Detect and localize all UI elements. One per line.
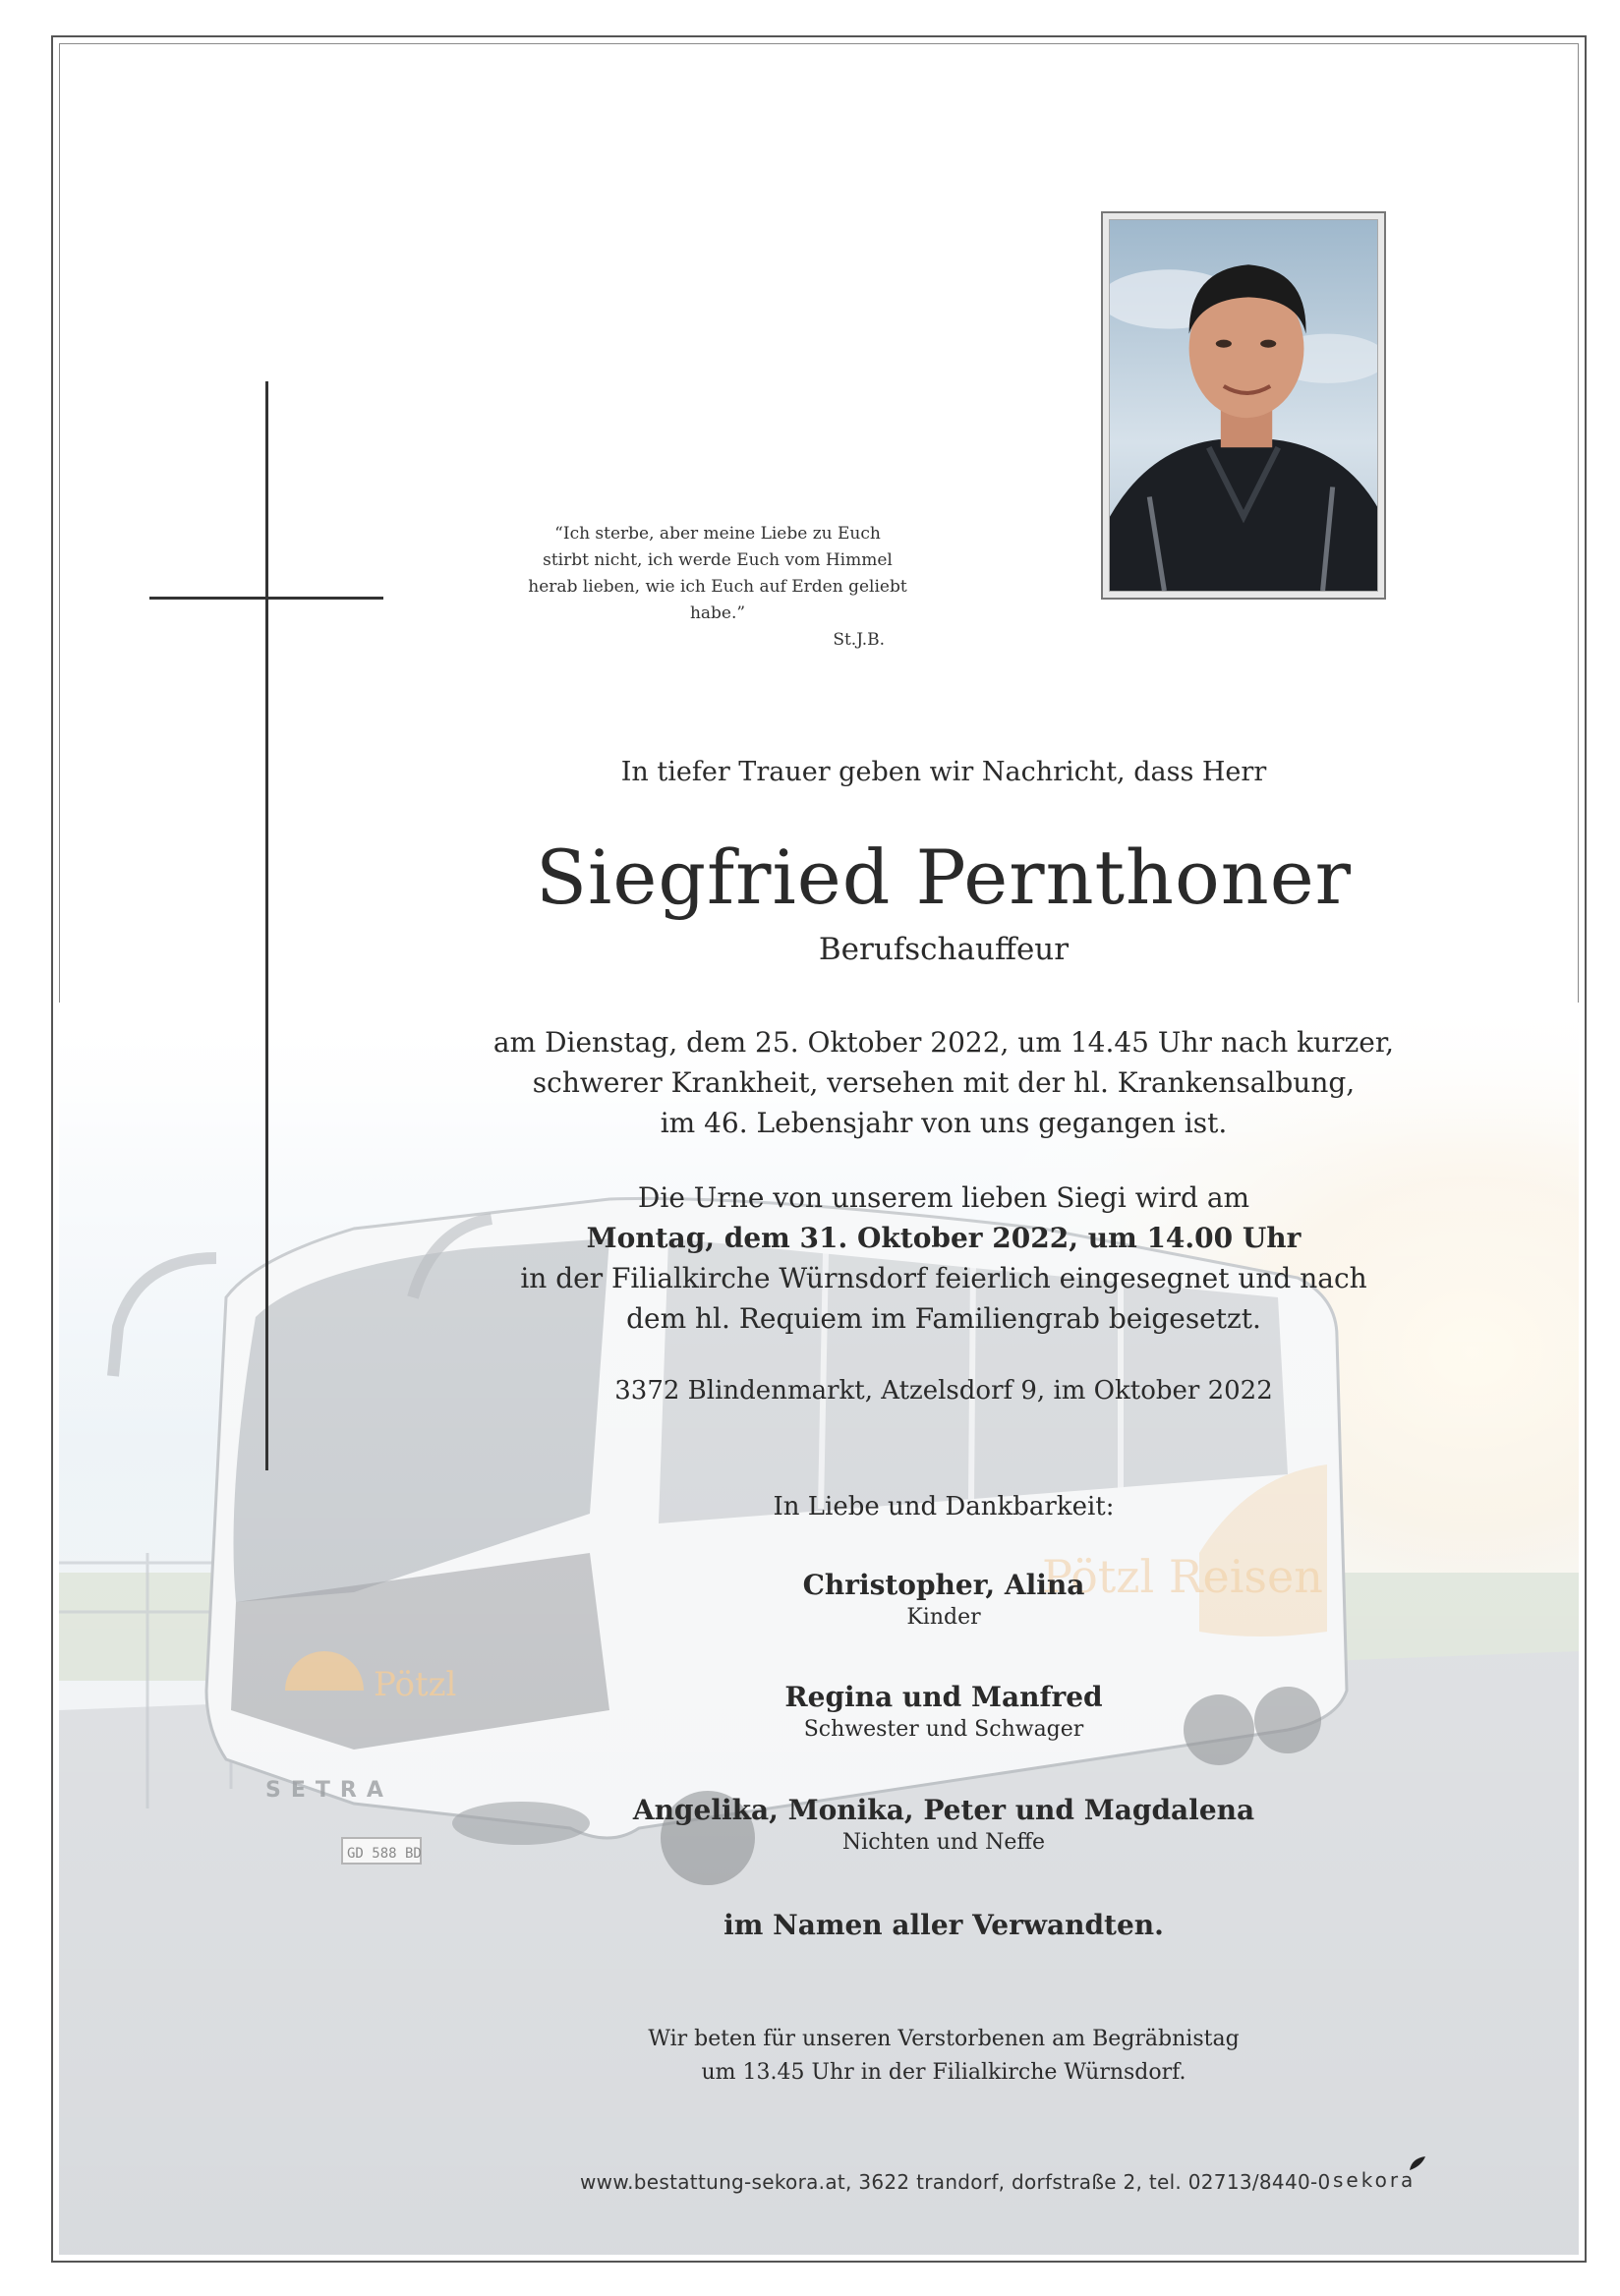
funeral-date: Montag, dem 31. Oktober 2022, um 14.00 Uhr xyxy=(586,1222,1302,1254)
cross-horizontal xyxy=(149,597,383,600)
quote-line: herab lieben, wie ich Euch auf Erden geliebt habe.” xyxy=(528,577,907,623)
death-notice-line: im 46. Lebensjahr von uns gegangen ist. xyxy=(660,1107,1228,1139)
quote-line: stirbt nicht, ich werde Euch vom Himmel xyxy=(543,550,893,570)
mourner-relation: Nichten und Neffe xyxy=(841,1830,1046,1855)
mourner-names: Angelika, Monika, Peter und Magdalena xyxy=(632,1794,1255,1826)
place-date: 3372 Blindenmarkt, Atzelsdorf 9, im Oktober 2022 xyxy=(614,1376,1273,1406)
death-notice-line: am Dienstag, dem 25. Oktober 2022, um 14.45 Uhr nach kurzer, xyxy=(492,1026,1395,1059)
mourner-group xyxy=(472,1794,1416,1855)
funeral-notice xyxy=(472,1177,1416,1339)
closing-line: im Namen aller Verwandten. xyxy=(723,1909,1164,1941)
funeral-line: in der Filialkirche Würnsdorf feierlich eingesegnet und nach xyxy=(520,1262,1367,1294)
funeral-line: dem hl. Requiem im Familiengrab beigesetzt. xyxy=(626,1302,1261,1335)
thanks-heading: In Liebe und Dankbarkeit: xyxy=(773,1492,1115,1521)
intro-text: In tiefer Trauer geben wir Nachricht, dass Herr xyxy=(620,757,1267,787)
funeral-line: Die Urne von unserem lieben Siegi wird am xyxy=(637,1181,1250,1214)
prayer-note-line: um 13.45 Uhr in der Filialkirche Würnsdorf. xyxy=(701,2060,1186,2085)
mourner-names: Regina und Manfred xyxy=(784,1681,1103,1713)
cross-vertical xyxy=(265,381,268,1470)
mourner-relation: Schwester und Schwager xyxy=(803,1717,1084,1742)
quote-author: St.J.B. xyxy=(833,630,885,650)
quote-block xyxy=(511,521,924,654)
mourner-group xyxy=(472,1681,1416,1742)
portrait-photo xyxy=(1101,211,1386,600)
mourner-group xyxy=(472,1569,1416,1630)
prayer-note xyxy=(472,2023,1416,2090)
mourner-relation: Kinder xyxy=(906,1605,981,1630)
prayer-note-line: Wir beten für unseren Verstorbenen am Begräbnistag xyxy=(648,2027,1240,2051)
leaf-icon xyxy=(1408,2154,1427,2172)
quote-line: “Ich sterbe, aber meine Liebe zu Euch xyxy=(554,524,881,544)
sekora-logo: sekora xyxy=(1333,2168,1417,2192)
deceased-name: Siegfried Pernthoner xyxy=(535,833,1353,921)
death-notice-line: schwerer Krankheit, versehen mit der hl. Krankensalbung, xyxy=(532,1066,1356,1099)
footer-contact: www.bestattung-sekora.at, 3622 trandorf, dorfstraße 2, tel. 02713/8440-0 xyxy=(580,2170,1331,2194)
death-notice xyxy=(472,1022,1416,1143)
deceased-occupation: Berufschauffeur xyxy=(818,932,1070,967)
mourner-names: Christopher, Alina xyxy=(802,1569,1085,1601)
